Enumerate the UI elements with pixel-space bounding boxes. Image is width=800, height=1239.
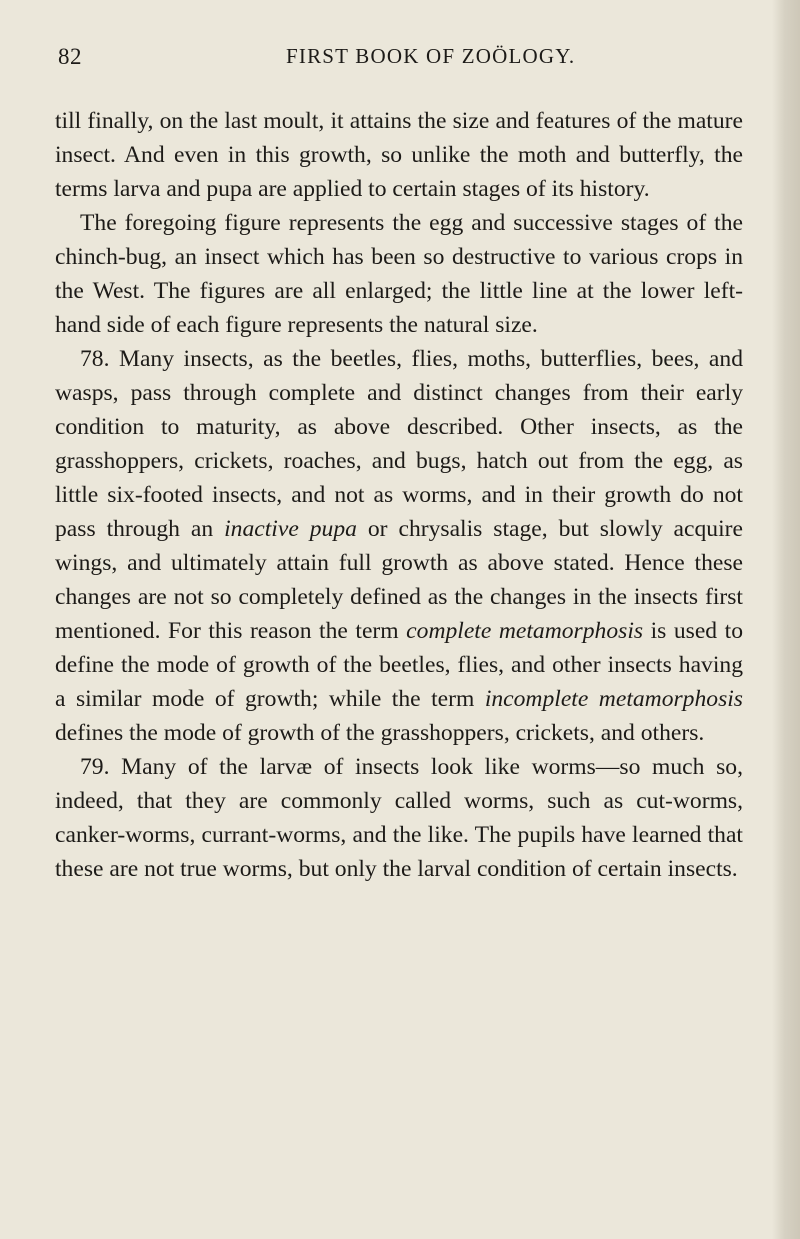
text-segment: defines the mode of growth of the grasshoppers, crickets, and others. <box>55 720 705 746</box>
italic-term-inactive-pupa: inactive pupa <box>224 516 357 542</box>
running-head: FIRST BOOK OF ZOÖLOGY. <box>286 44 576 68</box>
text-segment: 79. Many of the larvæ of insects look like worms—so much so, indeed, that they are commonly called worms, such as cut-worms, canker-worms, currant-worms, and the like. The pupils have learned that these are not true worms, but only the larval condition of certain insects. <box>55 754 743 882</box>
page-number: 82 <box>58 44 82 69</box>
body-text <box>55 104 743 886</box>
text-segment: is used to define the mode of growth of the beetles, flies, and other insects having a similar mode of growth; while the term <box>55 618 743 712</box>
page-header <box>58 34 748 74</box>
text-segment: or chrysalis stage, but slowly acquire wings, and ultimately attain full growth as above stated. Hence these changes are not so completely defined as the changes in the insects first mentioned. For this reason the term <box>55 516 743 644</box>
text-segment: The foregoing figure represents the egg and successive stages of the chinch-bug, an insect which has been so destructive to various crops in the West. The figures are all enlarged; the little line at the lower left-hand side of each figure represents the natural size. <box>55 210 743 338</box>
paragraph-figure-description <box>55 206 743 342</box>
text-segment: 78. Many insects, as the beetles, flies, moths, butterflies, bees, and wasps, pass through complete and distinct changes from their early condition to maturity, as above described. Other insects, as the grasshoppers, crickets, roaches, and bugs, hatch out from the egg, as little six-footed insects, and not as worms, and in their growth do not pass through an <box>55 346 743 542</box>
italic-term-incomplete-metamorphosis: incomplete metamorphosis <box>484 686 743 712</box>
page-edge-shadow <box>772 0 800 1239</box>
paragraph-78 <box>55 342 743 750</box>
text-segment: till finally, on the last moult, it attains the size and features of the mature insect. And even in this growth, so unlike the moth and butterfly, the terms larva and pupa are applied to certain stages of its history. <box>55 108 743 202</box>
paragraph-continuation <box>55 104 743 206</box>
paragraph-79 <box>55 750 743 886</box>
italic-term-complete-metamorphosis: complete metamorphosis <box>406 618 644 644</box>
